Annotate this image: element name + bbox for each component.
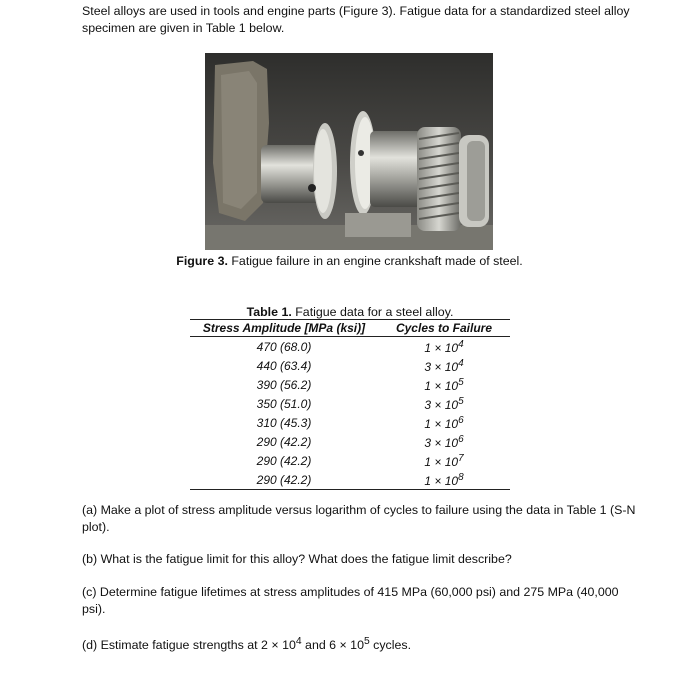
- cycles-cell: [378, 470, 510, 490]
- cycles-cell: [378, 432, 510, 451]
- stress-cell: 440 (63.4): [256, 358, 312, 373]
- cycles-exponent: 4: [458, 358, 464, 369]
- table-row: [190, 375, 510, 394]
- figure-caption-text: Fatigue failure in an engine crankshaft made of steel.: [231, 254, 523, 268]
- question-d-exponent1: 4: [295, 636, 302, 647]
- cycles-cell: [378, 375, 510, 394]
- cycles-cell: [378, 337, 510, 357]
- stress-cell: 290 (42.2): [256, 434, 312, 449]
- cycles-exponent: 5: [458, 396, 464, 407]
- cycles-exponent: 6: [458, 434, 464, 445]
- header-cycles-to-failure: Cycles to Failure: [378, 320, 510, 337]
- cycles-exponent: 8: [458, 472, 464, 483]
- stress-cell: 290 (42.2): [256, 453, 312, 468]
- stress-cell: 390 (56.2): [256, 377, 312, 392]
- cycles-exponent: 5: [458, 377, 464, 388]
- cycles-base: 1 × 10: [424, 474, 459, 488]
- cycles-base: 1 × 10: [424, 341, 459, 355]
- header-stress-amplitude: Stress Amplitude [MPa (ksi)]: [190, 320, 378, 337]
- cycles-exponent: 6: [458, 415, 464, 426]
- cycles-base: 3 × 10: [424, 436, 459, 450]
- table-header-row: [190, 320, 510, 337]
- cycles-cell: [378, 394, 510, 413]
- question-d-exponent2: 5: [363, 636, 370, 647]
- table-row: [190, 413, 510, 432]
- question-d-part2: and 6 × 10: [301, 638, 364, 653]
- table-row: [190, 337, 510, 357]
- stress-cell: 310 (45.3): [256, 415, 312, 430]
- table-row: [190, 394, 510, 413]
- cycles-base: 3 × 10: [424, 360, 459, 374]
- cycles-cell: [378, 451, 510, 470]
- question-c: (c) Determine fatigue lifetimes at stress amplitudes of 415 MPa (60,000 psi) and 275 MPa (40,000 psi).: [82, 585, 619, 616]
- cycles-cell: [378, 356, 510, 375]
- crankshaft-illustration: [205, 53, 493, 250]
- table-label: Table 1.: [246, 305, 292, 319]
- cycles-base: 3 × 10: [424, 398, 459, 412]
- crankshaft-photo: [205, 53, 493, 250]
- figure-label: Figure 3.: [176, 254, 228, 268]
- stress-cell: 290 (42.2): [190, 470, 378, 490]
- table-row: [190, 470, 510, 490]
- cycles-base: 1 × 10: [424, 379, 459, 393]
- cycles-exponent: 7: [458, 453, 464, 464]
- stress-cell: 470 (68.0): [256, 339, 312, 354]
- table-title: [190, 305, 510, 319]
- question-d: [82, 633, 642, 654]
- intro-paragraph: Steel alloys are used in tools and engine parts (Figure 3). Fatigue data for a standardized steel alloy specimen are given in Table 1 below.: [82, 4, 630, 35]
- table-row: [190, 356, 510, 375]
- figure-caption: [0, 254, 699, 268]
- cycles-base: 1 × 10: [424, 455, 459, 469]
- table-row: [190, 451, 510, 470]
- cycles-base: 1 × 10: [424, 417, 459, 431]
- question-d-part1: (d) Estimate fatigue strengths at 2 × 10: [82, 638, 296, 653]
- question-d-part3: cycles.: [369, 638, 412, 653]
- stress-cell: 350 (51.0): [256, 396, 312, 411]
- question-a: (a) Make a plot of stress amplitude versus logarithm of cycles to failure using the data in Table 1 (S-N plot).: [82, 503, 636, 534]
- cycles-exponent: 4: [458, 339, 464, 350]
- cycles-cell: [378, 413, 510, 432]
- table-title-text: Fatigue data for a steel alloy.: [295, 305, 454, 319]
- table-row: [190, 432, 510, 451]
- question-b: (b) What is the fatigue limit for this alloy? What does the fatigue limit describe?: [82, 552, 512, 566]
- fatigue-data-table: [190, 319, 510, 490]
